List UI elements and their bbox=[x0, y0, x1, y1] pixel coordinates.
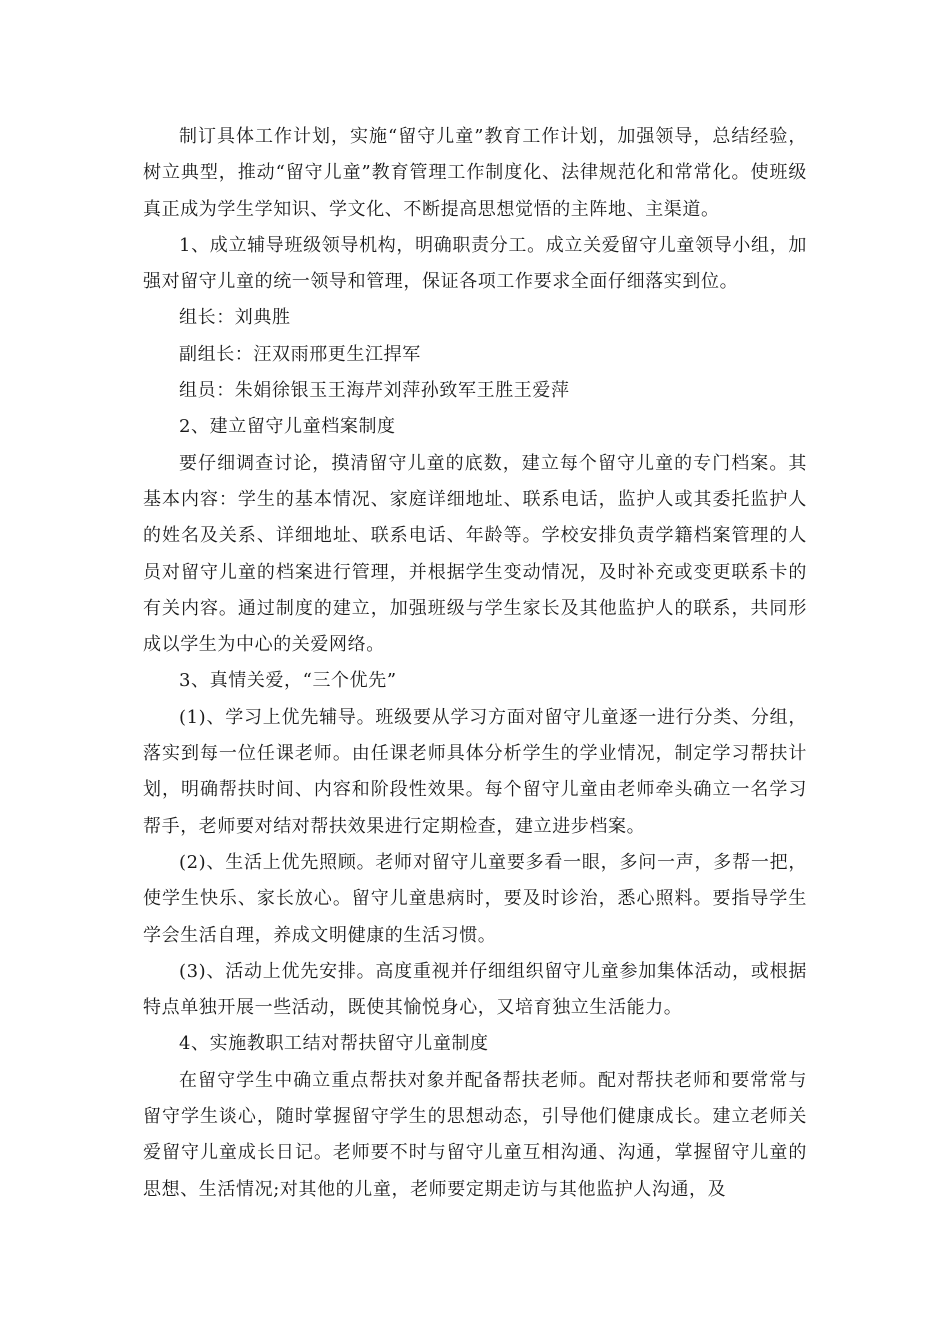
paragraph-section-4-heading: 4、实施教职工结对帮扶留守儿童制度 bbox=[179, 1033, 489, 1055]
document-body bbox=[143, 119, 807, 1208]
paragraph-section-3-heading: 3、真情关爱，“三个优先” bbox=[179, 670, 397, 692]
paragraph-intro: 制订具体工作计划，实施“留守儿童”教育工作计划，加强领导，总结经验，树立典型，推动“留守儿童”教育管理工作制度化、法律规范化和常常化。使班级真正成为学生学知识、学文化、不断提高思想觉悟的主阵地、主渠道。 bbox=[143, 126, 807, 220]
paragraph-item-2: (2)、生活上优先照顾。老师对留守儿童要多看一眼，多问一声，多帮一把，使学生快乐、家长放心。留守儿童患病时，要及时诊治，悉心照料。要指导学生学会生活自理，养成文明健康的生活习惯。 bbox=[143, 851, 807, 946]
paragraph-vice-leader: 副组长：汪双雨邢更生江捍军 bbox=[179, 343, 421, 365]
paragraph-section-4-body: 在留守学生中确立重点帮扶对象并配备帮扶老师。配对帮扶老师和要常常与留守学生谈心，随时掌握留守学生的思想动态，引导他们健康成长。建立老师关爱留守儿童成长日记。老师要不时与留守儿童互相沟通、沟通，掌握留守儿童的思想、生活情况;对其他的儿童，老师要定期走访与其他监护人沟通，及 bbox=[143, 1069, 807, 1200]
paragraph-section-2-body: 要仔细调查讨论，摸清留守儿童的底数，建立每个留守儿童的专门档案。其基本内容：学生的基本情况、家庭详细地址、联系电话，监护人或其委托监护人的姓名及关系、详细地址、联系电话、年龄等。学校安排负责学籍档案管理的人员对留守儿童的档案进行管理，并根据学生变动情况，及时补充或变更联系卡的有关内容。通过制度的建立，加强班级与学生家长及其他监护人的联系，共同形成以学生为中心的关爱网络。 bbox=[143, 452, 807, 656]
paragraph-section-2-heading: 2、建立留守儿童档案制度 bbox=[179, 416, 396, 438]
paragraph-leader: 组长：刘典胜 bbox=[179, 307, 291, 329]
paragraph-item-3: (3)、活动上优先安排。高度重视并仔细组织留守儿童参加集体活动，或根据特点单独开展一些活动，既使其愉悦身心，又培育独立生活能力。 bbox=[143, 960, 807, 1019]
paragraph-item-1: (1)、学习上优先辅导。班级要从学习方面对留守儿童逐一进行分类、分组，落实到每一位任课老师。由任课老师具体分析学生的学业情况，制定学习帮扶计划，明确帮扶时间、内容和阶段性效果。每个留守儿童由老师牵头确立一名学习帮手，老师要对结对帮扶效果进行定期检查，建立进步档案。 bbox=[143, 706, 807, 837]
paragraph-members: 组员：朱娟徐银玉王海芹刘萍孙致军王胜王爱萍 bbox=[179, 380, 570, 402]
paragraph-section-1: 1、成立辅导班级领导机构，明确职责分工。成立关爱留守儿童领导小组，加强对留守儿童的统一领导和管理，保证各项工作要求全面仔细落实到位。 bbox=[143, 234, 807, 293]
